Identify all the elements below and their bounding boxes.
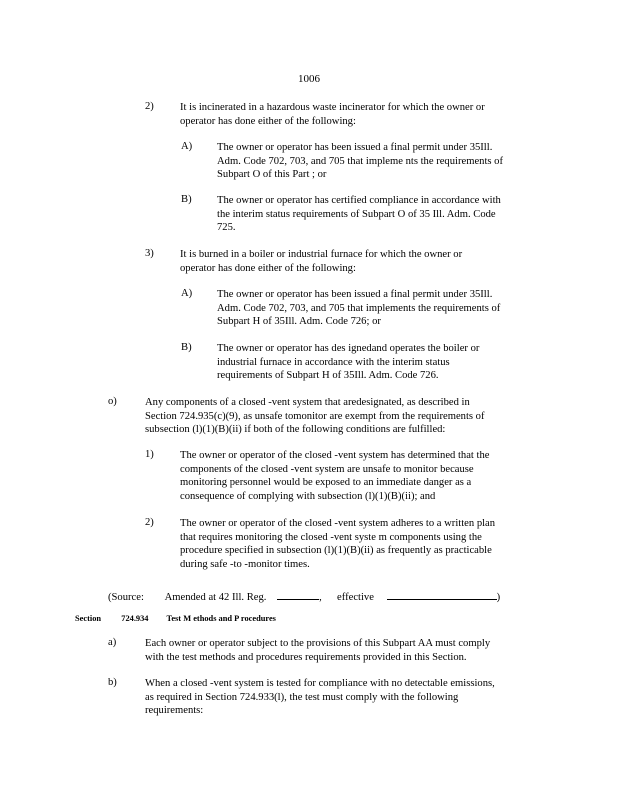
text-line: Subpart H of 35Ill. Adm. Code 726; or <box>217 316 381 328</box>
item-label: 2) <box>145 101 154 112</box>
section-heading <box>75 614 276 623</box>
text-line: The owner or operator of the closed -vent system has determined that the <box>180 450 490 461</box>
section-title: Test M ethods and P rocedures <box>166 614 276 623</box>
item-label: b) <box>108 677 117 688</box>
text-line: procedure specified in subsection (l)(1)(B)(ii) as frequently as practicable <box>180 545 492 557</box>
text-line: operator has done either of the following: <box>180 262 356 274</box>
item-text <box>145 677 495 718</box>
item-label: o) <box>108 396 117 407</box>
page-number: 1006 <box>298 73 320 85</box>
text-line: monitoring personnel would be exposed to an immediate danger as a <box>180 477 472 489</box>
text-line: Any components of a closed -vent system that aredesignated, as described in <box>145 397 470 408</box>
effective-date-blank <box>387 588 497 600</box>
text-line: 725. <box>217 222 236 234</box>
source-amended: Amended at 42 Ill. Reg. <box>164 592 267 603</box>
item-label: 3) <box>145 248 154 259</box>
register-volume-blank <box>277 588 319 600</box>
item-text <box>180 101 485 128</box>
source-prefix: (Source: <box>108 592 144 603</box>
item-label: A) <box>181 141 193 152</box>
source-effective: effective <box>337 592 374 603</box>
item-text <box>180 517 495 571</box>
text-line: The owner or operator has des ignedand operates the boiler or <box>217 343 480 354</box>
text-line: The owner or operator has been issued a final permit under 35Ill. <box>217 289 493 300</box>
item-text <box>217 141 503 182</box>
source-comma: , <box>319 592 322 603</box>
text-line: requirements: <box>145 705 204 717</box>
text-line: Subpart O of this Part ; or <box>217 169 327 181</box>
item-label: a) <box>108 637 117 648</box>
text-line: as required in Section 724.933(l), the test must comply with the following <box>145 691 459 703</box>
text-line: Adm. Code 702, 703, and 705 that impleme nts the requirements of <box>217 155 503 167</box>
text-line: with the test methods and procedures requirements provided in this Section. <box>145 651 467 663</box>
item-label: 1) <box>145 449 154 460</box>
item-label: A) <box>181 288 193 299</box>
text-line: that requires monitoring the closed -vent syste m components using the <box>180 531 482 543</box>
item-text <box>145 396 484 437</box>
text-line: consequence of complying with subsection (l)(1)(B)(ii); and <box>180 490 436 502</box>
text-line: operator has done either of the following: <box>180 115 356 127</box>
text-line: subsection (l)(1)(B)(ii) if both of the following conditions are fulfilled: <box>145 424 446 436</box>
section-number: 724.934 <box>121 614 149 623</box>
item-text <box>217 288 500 329</box>
text-line: The owner or operator has been issued a final permit under 35Ill. <box>217 142 493 153</box>
text-line: the interim status requirements of Subpart O of 35 Ill. Adm. Code <box>217 208 496 220</box>
text-line: industrial furnace in accordance with the interim status <box>217 356 450 368</box>
item-text <box>180 248 462 275</box>
item-text <box>217 342 479 383</box>
item-label: 2) <box>145 517 154 528</box>
text-line: It is burned in a boiler or industrial furnace for which the owner or <box>180 249 463 260</box>
item-text <box>217 194 501 235</box>
text-line: Adm. Code 702, 703, and 705 that implements the requirements of <box>217 302 501 314</box>
text-line: Each owner or operator subject to the provisions of this Subpart AA must comply <box>145 638 491 649</box>
text-line: requirements of Subpart H of 35Ill. Adm. Code 726. <box>217 370 439 382</box>
source-suffix: ) <box>496 592 501 603</box>
item-label: B) <box>181 342 192 353</box>
text-line: The owner or operator of the closed -vent system adheres to a written plan <box>180 518 496 529</box>
text-line: Section 724.935(c)(9), as unsafe tomonitor are exempt from the requirements of <box>145 410 485 422</box>
text-line: components of the closed -vent system are unsafe to monitor because <box>180 463 474 475</box>
text-line: The owner or operator has certified compliance in accordance with <box>217 195 501 206</box>
text-line: When a closed -vent system is tested for compliance with no detectable emissions, <box>145 678 495 689</box>
item-text <box>145 637 490 664</box>
item-label: B) <box>181 194 192 205</box>
item-text <box>180 449 489 503</box>
text-line: It is incinerated in a hazardous waste incinerator for which the owner or <box>180 102 485 113</box>
section-label: Section <box>75 614 102 623</box>
source-note <box>108 588 500 603</box>
text-line: during safe -to -monitor times. <box>180 558 310 570</box>
